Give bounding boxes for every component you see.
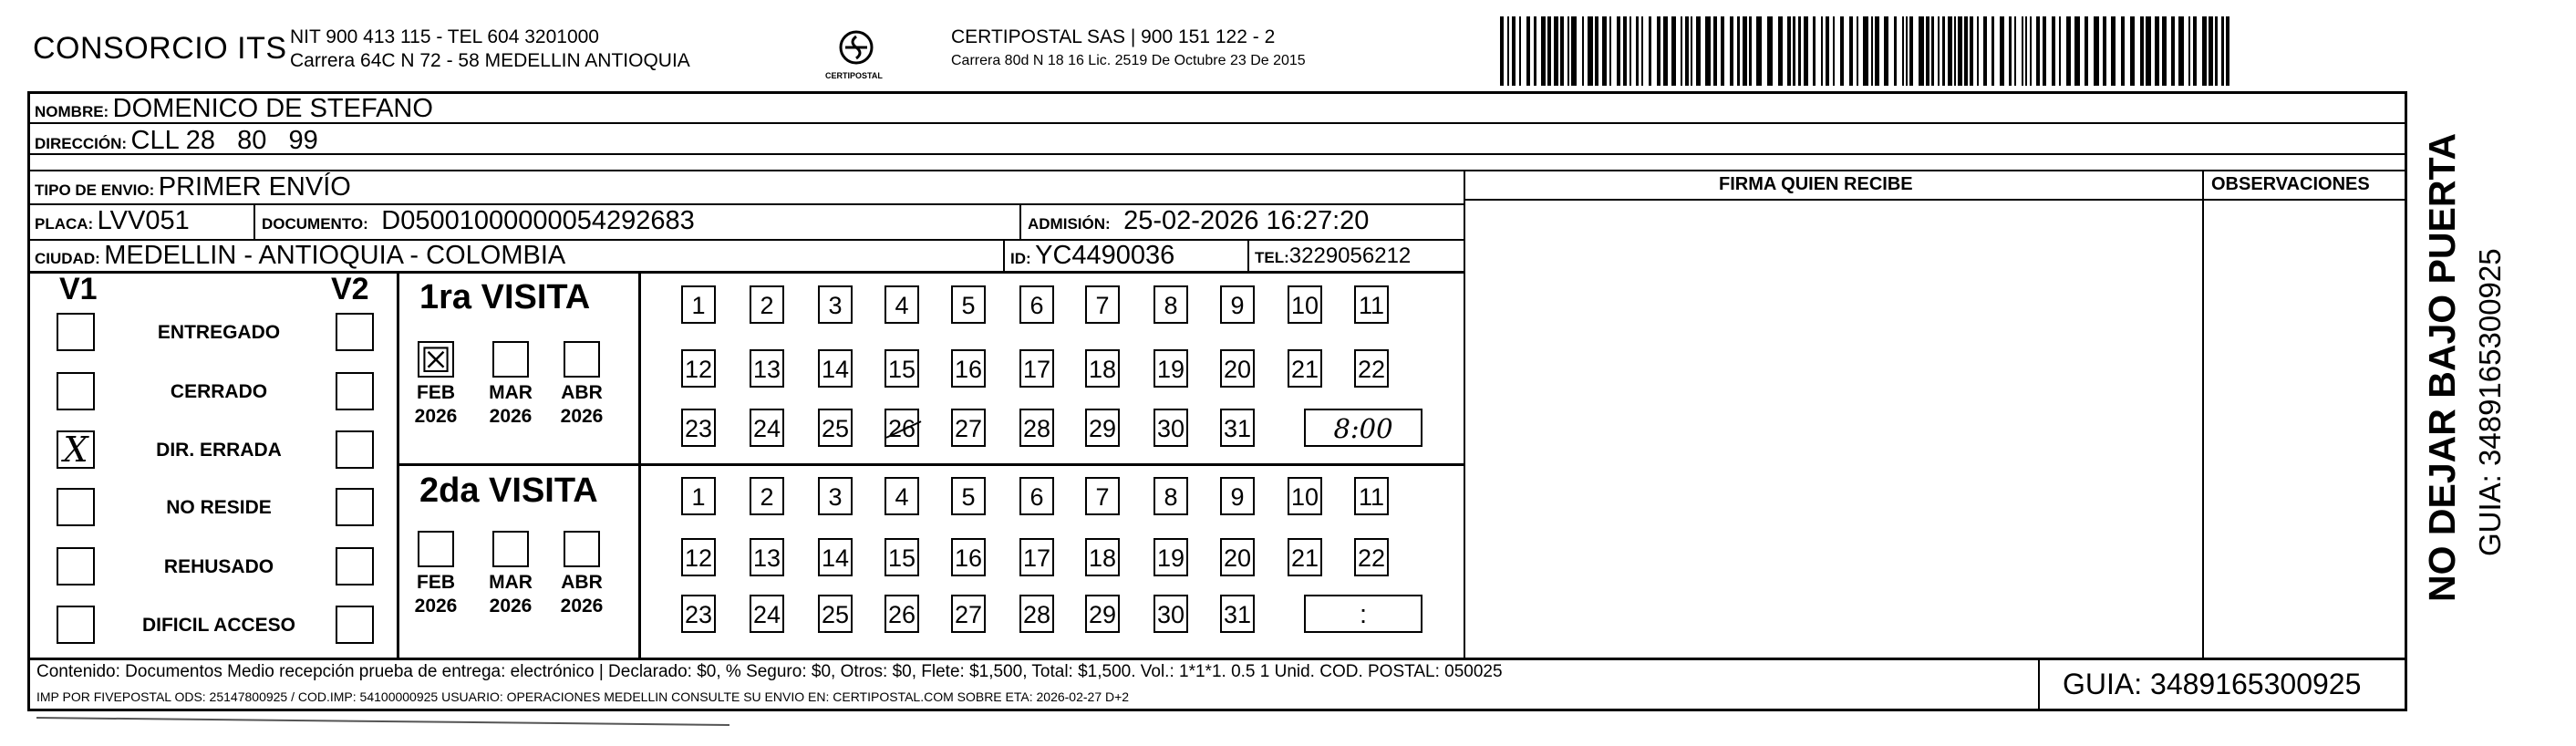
day-number: 27 bbox=[954, 601, 983, 628]
month-year: 2026 bbox=[560, 406, 604, 427]
visit2-day-box[interactable] bbox=[1154, 477, 1188, 515]
tipo-value: PRIMER ENVÍO bbox=[158, 172, 351, 202]
visit2-day-box[interactable] bbox=[1220, 477, 1255, 515]
day-number: 8 bbox=[1164, 292, 1178, 319]
placa-value: LVV051 bbox=[97, 206, 190, 235]
scan-artifact bbox=[36, 717, 729, 726]
day-number: 19 bbox=[1156, 356, 1185, 383]
day-number: 10 bbox=[1290, 483, 1319, 511]
day-number: 10 bbox=[1290, 292, 1319, 319]
visit1-day-box[interactable] bbox=[1288, 285, 1322, 324]
visit2-day-box[interactable] bbox=[681, 477, 716, 515]
placa-field bbox=[35, 206, 190, 236]
tel-value: 3229056212 bbox=[1288, 243, 1412, 268]
admision-label: ADMISIÓN: bbox=[1028, 215, 1111, 233]
month-year: 2026 bbox=[489, 596, 533, 616]
day-number: 26 bbox=[887, 415, 916, 442]
nombre-field bbox=[35, 94, 433, 124]
month-name: FEB bbox=[417, 572, 455, 593]
day-number: 22 bbox=[1357, 544, 1386, 572]
visit2-day-box[interactable] bbox=[1354, 538, 1389, 576]
visit1-day-box[interactable] bbox=[750, 409, 784, 447]
visit2-day-box[interactable] bbox=[681, 538, 716, 576]
visit1-day-box[interactable] bbox=[1354, 349, 1389, 388]
v1-checkbox[interactable] bbox=[57, 372, 95, 410]
month-year: 2026 bbox=[560, 596, 604, 616]
visit1-day-box[interactable] bbox=[1220, 349, 1255, 388]
visit1-day-box[interactable] bbox=[750, 285, 784, 324]
visit2-day-box[interactable] bbox=[818, 538, 853, 576]
day-number: 13 bbox=[752, 544, 781, 572]
visit2-title: 2da VISITA bbox=[419, 471, 598, 510]
day-number: 24 bbox=[752, 415, 781, 442]
visit1-day-box[interactable] bbox=[818, 409, 853, 447]
visit2-day-box[interactable] bbox=[1019, 477, 1054, 515]
day-number: 15 bbox=[887, 544, 916, 572]
id-field bbox=[1010, 241, 1174, 271]
day-number: 27 bbox=[954, 415, 983, 442]
direccion-label: DIRECCIÓN: bbox=[35, 135, 128, 152]
day-number: 8 bbox=[1164, 483, 1178, 511]
day-number: 26 bbox=[887, 601, 916, 628]
visit2-day-box[interactable] bbox=[885, 595, 919, 633]
visit1-day-box[interactable] bbox=[885, 349, 919, 388]
company-name: CONSORCIO ITS bbox=[33, 31, 287, 66]
visit1-month-checkbox[interactable] bbox=[418, 341, 454, 378]
v1-checkbox[interactable] bbox=[57, 488, 95, 526]
imp-text: IMP POR FIVEPOSTAL ODS: 25147800925 / COD.IMP: 54100000925 USUARIO: OPERACIONES MEDELLIN CONSULTE SU ENVIO EN: CERTIPOSTAL.COM SOBRE ETA: 2026-02-27 D+2 bbox=[36, 689, 1130, 704]
visit2-day-box[interactable] bbox=[1019, 538, 1054, 576]
footer-guia: GUIA: 3489165300925 bbox=[2063, 668, 2362, 700]
day-number: 11 bbox=[1358, 483, 1385, 511]
nombre-value: DOMENICO DE STEFANO bbox=[112, 94, 433, 123]
v2-checkbox[interactable] bbox=[336, 547, 374, 585]
day-number: 9 bbox=[1230, 292, 1245, 319]
ciudad-value: MEDELLIN - ANTIOQUIA - COLOMBIA bbox=[104, 241, 566, 270]
admision-field bbox=[1028, 206, 1369, 236]
visit1-day-box[interactable] bbox=[681, 409, 716, 447]
month-label bbox=[553, 381, 611, 429]
id-label: ID: bbox=[1010, 250, 1031, 267]
visit1-day-box[interactable] bbox=[885, 285, 919, 324]
month-label bbox=[481, 571, 540, 618]
day-number: 17 bbox=[1022, 356, 1051, 383]
day-number: 13 bbox=[752, 356, 781, 383]
nit-line: NIT 900 413 115 - TEL 604 3201000 bbox=[290, 26, 599, 47]
day-number: 3 bbox=[828, 483, 843, 511]
visit2-day-box[interactable] bbox=[885, 538, 919, 576]
month-name: MAR bbox=[489, 572, 533, 593]
admision-value: 25-02-2026 16:27:20 bbox=[1123, 206, 1370, 235]
v1-checkbox[interactable] bbox=[57, 606, 95, 644]
ciudad-field bbox=[35, 241, 565, 271]
day-number: 2 bbox=[760, 483, 774, 511]
row-divider bbox=[27, 271, 1464, 274]
barcode bbox=[1500, 16, 2229, 86]
visit1-day-box[interactable] bbox=[1354, 285, 1389, 324]
visit1-day-box[interactable] bbox=[1220, 285, 1255, 324]
visit2-month-checkbox[interactable] bbox=[492, 531, 529, 567]
v1-checkbox[interactable] bbox=[57, 547, 95, 585]
ciudad-label: CIUDAD: bbox=[35, 250, 100, 267]
visit2-day-box[interactable] bbox=[1354, 477, 1389, 515]
day-number: 29 bbox=[1088, 601, 1117, 628]
v2-checkbox[interactable] bbox=[336, 430, 374, 469]
day-number: 17 bbox=[1022, 544, 1051, 572]
visit1-day-box[interactable] bbox=[951, 285, 986, 324]
month-year: 2026 bbox=[489, 406, 533, 427]
status-label: ENTREGADO bbox=[157, 322, 281, 343]
day-number: 25 bbox=[821, 601, 850, 628]
visit2-day-box[interactable] bbox=[1220, 538, 1255, 576]
day-number: 20 bbox=[1223, 356, 1252, 383]
visit1-time: 8:00 bbox=[1304, 409, 1422, 447]
day-number: 31 bbox=[1223, 601, 1252, 628]
day-number: 2 bbox=[760, 292, 774, 319]
visit1-day-box[interactable] bbox=[951, 349, 986, 388]
day-number: 4 bbox=[895, 292, 909, 319]
visit1-day-box[interactable] bbox=[818, 349, 853, 388]
month-label bbox=[407, 571, 465, 618]
visit1-day-box[interactable] bbox=[818, 285, 853, 324]
visit1-day-box[interactable] bbox=[1085, 349, 1120, 388]
visit1-month-checkbox[interactable] bbox=[564, 341, 600, 378]
day-number: 24 bbox=[752, 601, 781, 628]
visit1-day-box[interactable] bbox=[1154, 285, 1188, 324]
col-divider bbox=[2202, 170, 2204, 658]
day-number: 9 bbox=[1230, 483, 1245, 511]
side-guia: GUIA: 3489165300925 bbox=[2473, 248, 2507, 556]
tipo-field bbox=[35, 172, 351, 202]
month-year: 2026 bbox=[414, 596, 458, 616]
visit2-day-box[interactable] bbox=[1288, 477, 1322, 515]
v1-checkbox[interactable] bbox=[57, 313, 95, 351]
certipostal-address: Carrera 80d N 18 16 Lic. 2519 De Octubre 23 De 2015 bbox=[951, 53, 1306, 68]
day-number: 1 bbox=[691, 292, 706, 319]
col-divider bbox=[1247, 239, 1249, 271]
row-divider bbox=[27, 203, 1464, 205]
visit1-title: 1ra VISITA bbox=[419, 278, 591, 316]
visit2-day-box[interactable] bbox=[1288, 538, 1322, 576]
side-warning: NO DEJAR BAJO PUERTA bbox=[2421, 132, 2463, 602]
day-number: 20 bbox=[1223, 544, 1252, 572]
col-divider bbox=[1464, 170, 1465, 658]
documento-value: D05001000000054292683 bbox=[381, 206, 695, 235]
month-name: MAR bbox=[489, 382, 533, 403]
visit2-day-box[interactable] bbox=[750, 477, 784, 515]
day-number: 25 bbox=[821, 415, 850, 442]
visit2-day-box[interactable] bbox=[1019, 595, 1054, 633]
visit2-day-box[interactable] bbox=[885, 477, 919, 515]
visit2-month-checkbox[interactable] bbox=[564, 531, 600, 567]
logo-text: CERTIPOSTAL bbox=[825, 71, 883, 80]
month-year: 2026 bbox=[414, 406, 458, 427]
status-label: REHUSADO bbox=[163, 556, 274, 577]
status-label: CERRADO bbox=[170, 381, 268, 402]
observaciones-header: OBSERVACIONES bbox=[2211, 174, 2370, 194]
day-number: 14 bbox=[821, 544, 850, 572]
visit2-day-box[interactable] bbox=[1085, 477, 1120, 515]
day-number: 30 bbox=[1156, 601, 1185, 628]
day-number: 31 bbox=[1223, 415, 1252, 442]
visit2-day-box[interactable] bbox=[1154, 538, 1188, 576]
day-number: 22 bbox=[1357, 356, 1386, 383]
col-divider bbox=[1003, 239, 1005, 271]
row-divider bbox=[27, 153, 2407, 155]
v1-checkbox[interactable] bbox=[57, 430, 95, 469]
visit2-day-box[interactable] bbox=[951, 538, 986, 576]
visit1-day-box[interactable] bbox=[1220, 409, 1255, 447]
day-number: 1 bbox=[691, 483, 706, 511]
visit1-day-box[interactable] bbox=[1019, 349, 1054, 388]
certipostal-logo-icon bbox=[832, 27, 881, 77]
visit-divider bbox=[397, 463, 1464, 466]
tipo-label: TIPO DE ENVIO: bbox=[35, 181, 155, 199]
footer-divider bbox=[27, 658, 2407, 660]
month-mark: ☒ bbox=[419, 340, 452, 380]
visit2-day-box[interactable] bbox=[951, 595, 986, 633]
certipostal-info bbox=[951, 26, 1306, 73]
company-info bbox=[290, 26, 690, 73]
day-number: 12 bbox=[684, 544, 713, 572]
visit2-day-box[interactable] bbox=[818, 595, 853, 633]
day-number: 23 bbox=[684, 601, 713, 628]
contenido-text: Contenido: Documentos Medio recepción prueba de entrega: electrónico | Declarado: $0, % Seguro: $0, Otros: $0, Flete: $1,500, Total: $1,500. Vol.: 1*1*1. 0.5 1 Unid. COD. POSTAL: 050025 bbox=[36, 662, 1503, 681]
day-number: 5 bbox=[961, 292, 976, 319]
visit2-day-box[interactable] bbox=[750, 538, 784, 576]
day-number: 3 bbox=[828, 292, 843, 319]
visit1-day-box[interactable] bbox=[885, 409, 919, 447]
visit1-day-box[interactable] bbox=[1085, 285, 1120, 324]
day-number: 14 bbox=[821, 356, 850, 383]
v2-checkbox[interactable] bbox=[336, 488, 374, 526]
placa-label: PLACA: bbox=[35, 215, 94, 233]
visit2-day-box[interactable] bbox=[818, 477, 853, 515]
v2-header: V2 bbox=[331, 272, 369, 306]
day-number: 21 bbox=[1290, 544, 1319, 572]
visit1-day-box[interactable] bbox=[681, 349, 716, 388]
col-divider bbox=[1019, 203, 1021, 239]
visit2-day-box[interactable] bbox=[1220, 595, 1255, 633]
day-number: 30 bbox=[1156, 415, 1185, 442]
visit1-day-box[interactable] bbox=[1019, 285, 1054, 324]
col-divider bbox=[253, 203, 255, 239]
day-number: 28 bbox=[1022, 415, 1051, 442]
month-name: ABR bbox=[561, 382, 603, 403]
status-label: DIR. ERRADA bbox=[156, 440, 282, 461]
row-divider bbox=[1464, 199, 2407, 201]
firma-header: FIRMA QUIEN RECIBE bbox=[1719, 174, 1913, 194]
v1-mark: X bbox=[63, 430, 88, 470]
row-divider bbox=[1464, 170, 2407, 171]
company-address: Carrera 64C N 72 - 58 MEDELLIN ANTIOQUIA bbox=[290, 50, 690, 71]
visit2-day-box[interactable] bbox=[681, 595, 716, 633]
status-label: NO RESIDE bbox=[166, 497, 272, 518]
day-number: 4 bbox=[895, 483, 909, 511]
visit1-day-box[interactable] bbox=[1154, 349, 1188, 388]
day-number: 16 bbox=[954, 544, 983, 572]
day-number: 28 bbox=[1022, 601, 1051, 628]
visit1-day-box[interactable] bbox=[951, 409, 986, 447]
visit1-month-checkbox[interactable] bbox=[492, 341, 529, 378]
tel-field bbox=[1255, 243, 1411, 269]
status-label: DIFICIL ACCESO bbox=[141, 615, 295, 636]
day-number: 11 bbox=[1358, 292, 1385, 319]
visit2-day-box[interactable] bbox=[951, 477, 986, 515]
day-number: 15 bbox=[887, 356, 916, 383]
day-number: 7 bbox=[1095, 483, 1110, 511]
row-divider bbox=[27, 170, 1464, 171]
documento-field bbox=[262, 206, 695, 236]
visit2-day-box[interactable] bbox=[1085, 595, 1120, 633]
direccion-value: CLL 28 80 99 bbox=[130, 126, 318, 155]
day-number: 23 bbox=[684, 415, 713, 442]
visit1-day-box[interactable] bbox=[750, 349, 784, 388]
day-number: 6 bbox=[1029, 483, 1044, 511]
visit1-day-box[interactable] bbox=[1154, 409, 1188, 447]
visit2-day-box[interactable] bbox=[1085, 538, 1120, 576]
day-number: 19 bbox=[1156, 544, 1185, 572]
day-number: 6 bbox=[1029, 292, 1044, 319]
day-number: 5 bbox=[961, 483, 976, 511]
nombre-label: NOMBRE: bbox=[35, 103, 109, 120]
day-number: 21 bbox=[1290, 356, 1319, 383]
v2-checkbox[interactable] bbox=[336, 606, 374, 644]
v2-checkbox[interactable] bbox=[336, 372, 374, 410]
visit1-day-box[interactable] bbox=[1288, 349, 1322, 388]
direccion-field bbox=[35, 126, 318, 156]
visit2-month-checkbox[interactable] bbox=[418, 531, 454, 567]
id-value: YC4490036 bbox=[1035, 241, 1175, 270]
month-label bbox=[481, 381, 540, 429]
v2-checkbox[interactable] bbox=[336, 313, 374, 351]
visit2-time: : bbox=[1304, 595, 1422, 633]
certipostal-line: CERTIPOSTAL SAS | 900 151 122 - 2 bbox=[951, 26, 1276, 47]
visit1-day-box[interactable] bbox=[681, 285, 716, 324]
month-label bbox=[407, 381, 465, 429]
visit2-day-box[interactable] bbox=[750, 595, 784, 633]
month-label bbox=[553, 571, 611, 618]
v1-header: V1 bbox=[59, 272, 98, 306]
day-number: 7 bbox=[1095, 292, 1110, 319]
day-number: 16 bbox=[954, 356, 983, 383]
day-number: 18 bbox=[1088, 544, 1117, 572]
day-number: 12 bbox=[684, 356, 713, 383]
visit1-day-box[interactable] bbox=[1019, 409, 1054, 447]
month-name: ABR bbox=[561, 572, 603, 593]
tel-label: TEL: bbox=[1255, 249, 1289, 266]
visit1-day-box[interactable] bbox=[1085, 409, 1120, 447]
month-name: FEB bbox=[417, 382, 455, 403]
documento-label: DOCUMENTO: bbox=[262, 215, 368, 233]
col-divider bbox=[2038, 658, 2040, 711]
day-number: 29 bbox=[1088, 415, 1117, 442]
form-frame bbox=[27, 91, 2407, 711]
visit2-day-box[interactable] bbox=[1154, 595, 1188, 633]
day-number: 18 bbox=[1088, 356, 1117, 383]
